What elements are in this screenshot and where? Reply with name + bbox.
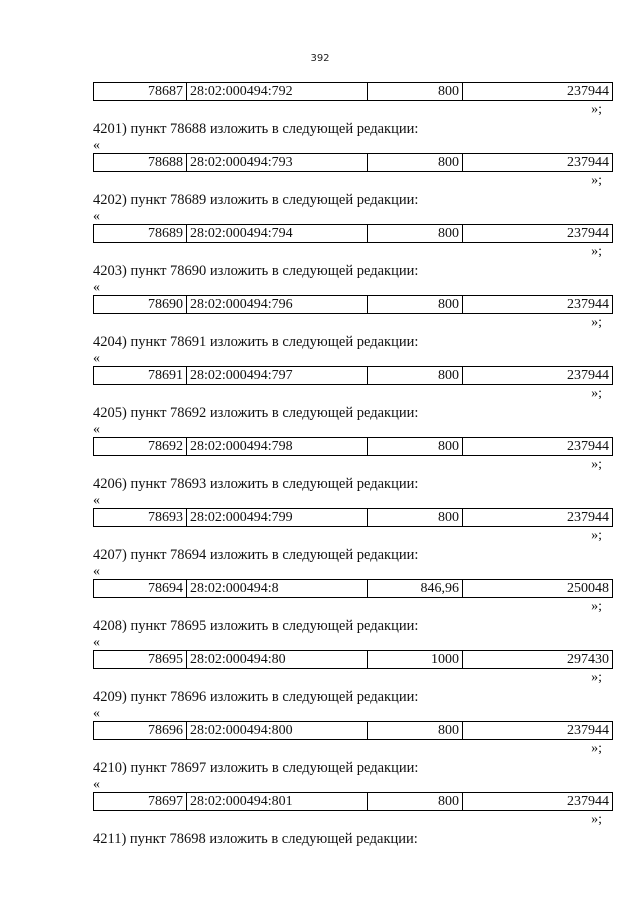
cadastral-number-cell: 28:02:000494:800: [187, 722, 368, 740]
row-id-cell: 78697: [94, 793, 187, 811]
table-row: [93, 82, 613, 101]
table-row: [93, 224, 613, 243]
table-row: [93, 650, 613, 669]
amendment-instruction: 4207) пункт 78694 изложить в следующей редакции:: [93, 547, 419, 563]
document-body: [93, 82, 610, 848]
cadastral-number-cell: 28:02:000494:80: [187, 651, 368, 669]
value-cell: 237944: [463, 83, 613, 101]
amendment-block: [93, 617, 610, 686]
amendment-instruction: 4202) пункт 78689 изложить в следующей редакции:: [93, 192, 419, 208]
opening-quote: «: [93, 564, 100, 579]
closing-quote: »;: [591, 244, 602, 259]
opening-quote: «: [93, 209, 100, 224]
amendment-block: [93, 404, 610, 473]
value-cell: 237944: [463, 509, 613, 527]
amendment-instruction: 4203) пункт 78690 изложить в следующей редакции:: [93, 263, 419, 279]
closing-quote: »;: [591, 173, 602, 188]
amendment-instruction: 4205) пункт 78692 изложить в следующей редакции:: [93, 405, 419, 421]
table-row: [93, 792, 613, 811]
page-number: 392: [310, 53, 330, 64]
area-cell: 800: [368, 722, 463, 740]
opening-quote: «: [93, 635, 100, 650]
row-id-cell: 78696: [94, 722, 187, 740]
row-id-cell: 78690: [94, 296, 187, 314]
table-row: [93, 295, 613, 314]
closing-quote: »;: [591, 670, 602, 685]
amendment-block: [93, 759, 610, 828]
row-id-cell: 78687: [94, 83, 187, 101]
area-cell: 800: [368, 83, 463, 101]
area-cell: 800: [368, 296, 463, 314]
table-row: [93, 579, 613, 598]
closing-quote: »;: [591, 386, 602, 401]
amendment-instruction: 4211) пункт 78698 изложить в следующей редакции:: [93, 831, 418, 847]
closing-quote: »;: [591, 812, 602, 827]
amendment-block: [93, 262, 610, 331]
area-cell: 800: [368, 509, 463, 527]
amendment-block: [93, 191, 610, 260]
area-cell: 800: [368, 154, 463, 172]
opening-quote: «: [93, 777, 100, 792]
amendment-instruction: 4201) пункт 78688 изложить в следующей редакции:: [93, 121, 419, 137]
opening-quote: «: [93, 280, 100, 295]
cadastral-number-cell: 28:02:000494:797: [187, 367, 368, 385]
row-id-cell: 78695: [94, 651, 187, 669]
table-row: [93, 508, 613, 527]
amendment-block: [93, 546, 610, 615]
amendment-instruction: 4204) пункт 78691 изложить в следующей редакции:: [93, 334, 419, 350]
table-row: [93, 437, 613, 456]
amendment-block: [93, 475, 610, 544]
row-id-cell: 78694: [94, 580, 187, 598]
area-cell: 800: [368, 367, 463, 385]
area-cell: 1000: [368, 651, 463, 669]
opening-quote: «: [93, 138, 100, 153]
value-cell: 297430: [463, 651, 613, 669]
closing-quote: »;: [591, 528, 602, 543]
value-cell: 237944: [463, 438, 613, 456]
row-id-cell: 78693: [94, 509, 187, 527]
cadastral-number-cell: 28:02:000494:794: [187, 225, 368, 243]
row-id-cell: 78692: [94, 438, 187, 456]
row-id-cell: 78691: [94, 367, 187, 385]
cadastral-number-cell: 28:02:000494:793: [187, 154, 368, 172]
cadastral-number-cell: 28:02:000494:8: [187, 580, 368, 598]
amendment-block: [93, 688, 610, 757]
cadastral-number-cell: 28:02:000494:796: [187, 296, 368, 314]
table-row: [93, 366, 613, 385]
value-cell: 237944: [463, 154, 613, 172]
closing-quote: »;: [591, 315, 602, 330]
row-id-cell: 78688: [94, 154, 187, 172]
cadastral-number-cell: 28:02:000494:799: [187, 509, 368, 527]
amendment-instruction: 4208) пункт 78695 изложить в следующей редакции:: [93, 618, 419, 634]
closing-quote: »;: [591, 741, 602, 756]
closing-quote: »;: [591, 599, 602, 614]
area-cell: 800: [368, 438, 463, 456]
value-cell: 237944: [463, 793, 613, 811]
row-id-cell: 78689: [94, 225, 187, 243]
cadastral-number-cell: 28:02:000494:798: [187, 438, 368, 456]
cadastral-number-cell: 28:02:000494:792: [187, 83, 368, 101]
table-row: [93, 721, 613, 740]
amendment-instruction: 4209) пункт 78696 изложить в следующей редакции:: [93, 689, 419, 705]
cadastral-number-cell: 28:02:000494:801: [187, 793, 368, 811]
closing-quote: »;: [591, 102, 602, 117]
value-cell: 237944: [463, 722, 613, 740]
opening-quote: «: [93, 422, 100, 437]
table-row: [93, 153, 613, 172]
value-cell: 237944: [463, 225, 613, 243]
opening-quote: «: [93, 493, 100, 508]
area-cell: 846,96: [368, 580, 463, 598]
value-cell: 250048: [463, 580, 613, 598]
value-cell: 237944: [463, 367, 613, 385]
closing-quote: »;: [591, 457, 602, 472]
value-cell: 237944: [463, 296, 613, 314]
area-cell: 800: [368, 793, 463, 811]
amendment-block: [93, 333, 610, 402]
amendment-instruction: 4206) пункт 78693 изложить в следующей редакции:: [93, 476, 419, 492]
area-cell: 800: [368, 225, 463, 243]
amendment-instruction: 4210) пункт 78697 изложить в следующей редакции:: [93, 760, 419, 776]
opening-quote: «: [93, 706, 100, 721]
opening-quote: «: [93, 351, 100, 366]
amendment-block: [93, 120, 610, 189]
